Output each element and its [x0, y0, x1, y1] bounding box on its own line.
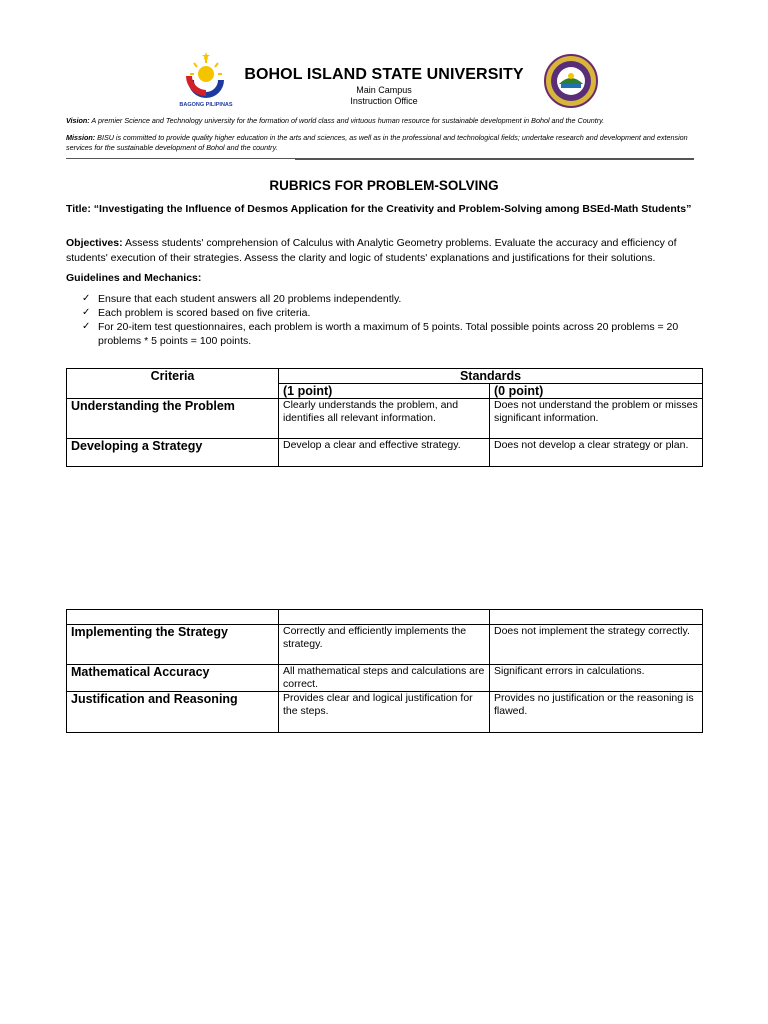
- university-name: BOHOL ISLAND STATE UNIVERSITY: [244, 66, 524, 83]
- table-empty-row: [67, 610, 703, 625]
- objectives-text: Assess students' comprehension of Calculus with Analytic Geometry problems. Evaluate the accuracy and efficiency of students' execution of their strategies. Assess the clarity and logic of students' explanations and justifications for their solutions.: [66, 237, 677, 264]
- criterion-cell: Implementing the Strategy: [67, 625, 279, 665]
- checkmark-icon: ✓: [82, 307, 91, 318]
- mission-text: BISU is committed to provide quality higher education in the arts and sciences, as well as in the professional and technological fields; undertake research and development and extension services for the sustainable development of Bohol and the country.: [66, 133, 688, 152]
- empty-cell: [67, 610, 279, 625]
- criteria-header: Criteria: [67, 369, 279, 399]
- zero-point-cell: Provides no justification or the reasoning is flawed.: [490, 692, 703, 733]
- table-header-row: [67, 369, 703, 384]
- rubric-table-1: [66, 368, 703, 467]
- zero-point-cell: Significant errors in calculations.: [490, 665, 703, 692]
- table-row: [67, 439, 703, 467]
- rubric-table-2: [66, 609, 703, 733]
- objectives-paragraph: [66, 236, 706, 265]
- empty-cell: [490, 610, 703, 625]
- one-point-header: (1 point): [279, 384, 490, 399]
- campus-label: Main Campus: [356, 85, 412, 95]
- guideline-text: For 20-item test questionnaires, each problem is worth a maximum of 5 points. Total possible points across 20 problems = 20 problems * 5 points = 100 points.: [98, 321, 679, 347]
- standards-header: Standards: [279, 369, 703, 384]
- guidelines-heading: Guidelines and Mechanics:: [66, 272, 202, 284]
- checkmark-icon: ✓: [82, 293, 91, 304]
- guideline-text: Each problem is scored based on five criteria.: [98, 307, 311, 319]
- criterion-cell: Understanding the Problem: [67, 399, 279, 439]
- objectives-label: Objectives:: [66, 237, 123, 249]
- guideline-text: Ensure that each student answers all 20 problems independently.: [98, 293, 402, 305]
- one-point-cell: Clearly understands the problem, and identifies all relevant information.: [279, 399, 490, 439]
- guidelines-list: [82, 292, 702, 348]
- header-divider-thick: [295, 159, 694, 160]
- table-row: [67, 399, 703, 439]
- document-heading: RUBRICS FOR PROBLEM-SOLVING: [269, 178, 499, 193]
- one-point-cell: Correctly and efficiently implements the strategy.: [279, 625, 490, 665]
- vision-text: A premier Science and Technology university for the formation of world class and virtuous human resource for sustainable development in Bohol and the Country.: [89, 116, 605, 125]
- zero-point-cell: Does not understand the problem or misses significant information.: [490, 399, 703, 439]
- logo-caption: BAGONG PILIPINAS: [179, 102, 233, 108]
- office-label: Instruction Office: [350, 96, 418, 106]
- vision-label: Vision:: [66, 116, 90, 125]
- mission-statement: [66, 133, 706, 152]
- criterion-cell: Justification and Reasoning: [67, 692, 279, 733]
- vision-statement: [66, 116, 706, 126]
- criterion-cell: Mathematical Accuracy: [67, 665, 279, 692]
- checkmark-icon: ✓: [82, 321, 91, 332]
- list-item: [82, 320, 702, 348]
- one-point-cell: All mathematical steps and calculations are correct.: [279, 665, 490, 692]
- list-item: [82, 306, 702, 320]
- list-item: [82, 292, 702, 306]
- criterion-cell: Developing a Strategy: [67, 439, 279, 467]
- zero-point-header: (0 point): [490, 384, 703, 399]
- one-point-cell: Develop a clear and effective strategy.: [279, 439, 490, 467]
- research-title: Title: “Investigating the Influence of Desmos Application for the Creativity and Problem-Solving among BSEd-Math Students”: [66, 203, 692, 215]
- table-row: [67, 625, 703, 665]
- one-point-cell: Provides clear and logical justification for the steps.: [279, 692, 490, 733]
- mission-label: Mission:: [66, 133, 96, 142]
- table-row: [67, 665, 703, 692]
- zero-point-cell: Does not implement the strategy correctly.: [490, 625, 703, 665]
- table-row: [67, 692, 703, 733]
- empty-cell: [279, 610, 490, 625]
- zero-point-cell: Does not develop a clear strategy or plan.: [490, 439, 703, 467]
